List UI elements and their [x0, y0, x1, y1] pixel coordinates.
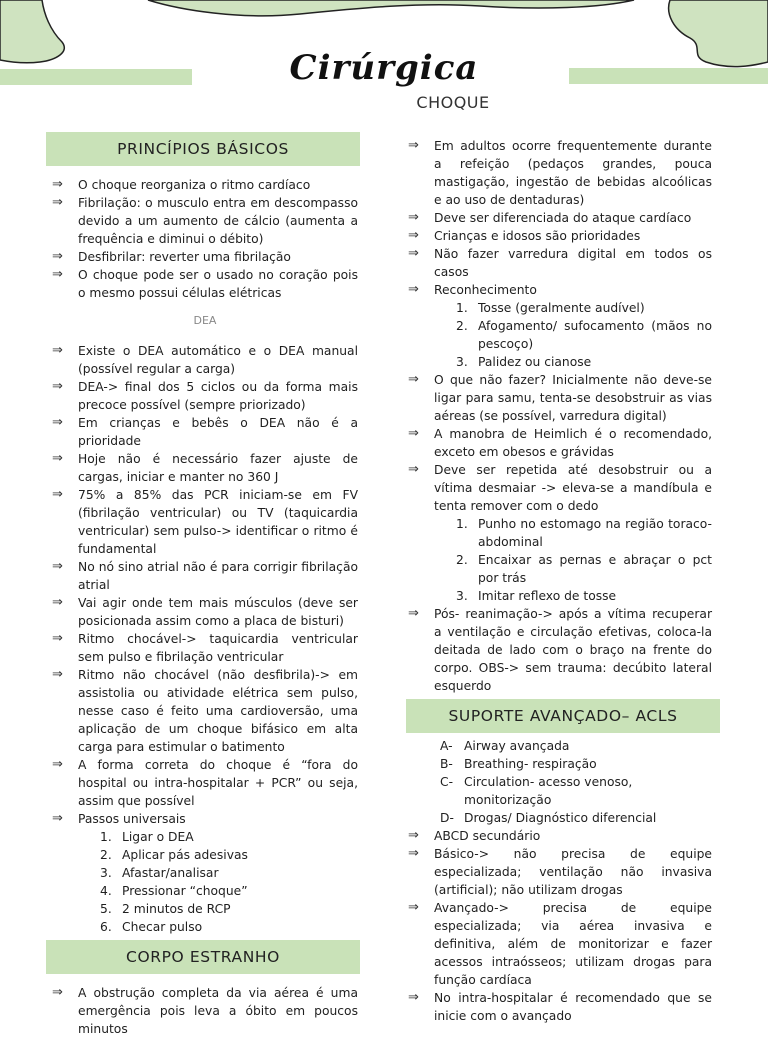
list-item: ⇒ Avançado-> precisa de equipe especializada; via aérea invasiva e definitiva, além de monitorizar e fazer acessos intraósseos; utilizam drogas para função cardíaca: [408, 900, 712, 987]
list-item: ⇒ No nó sino atrial não é para corrigir fibrilação atrial: [52, 559, 358, 592]
implies-arrow-icon: ⇒: [408, 138, 419, 153]
list-item: ⇒ A manobra de Heimlich é o recomendado, exceto em obesos e grávidas: [408, 426, 712, 459]
implies-arrow-icon: ⇒: [52, 415, 63, 430]
list-item: ⇒ A forma correta do choque é “fora do hospital ou intra-hospitalar + PCR” ou seja, assim que possível: [52, 757, 358, 808]
implies-arrow-icon: ⇒: [408, 846, 419, 861]
section-header-acls: SUPORTE AVANÇADO– ACLS: [406, 699, 720, 733]
implies-arrow-icon: ⇒: [52, 249, 63, 264]
page-subtitle: CHOQUE: [416, 93, 490, 112]
step-item: 4. Pressionar “choque”: [100, 884, 248, 898]
implies-arrow-icon: ⇒: [52, 195, 63, 210]
step-item: 3. Afastar/analisar: [100, 866, 219, 880]
acls-letter-item: B- Breathing- respiração: [440, 757, 597, 771]
step-item: 2. Encaixar as pernas e abraçar o pct por trás: [456, 553, 712, 585]
page-title: Cirúrgica: [289, 48, 479, 88]
implies-arrow-icon: ⇒: [52, 631, 63, 646]
step-item: 5. 2 minutos de RCP: [100, 902, 231, 916]
list-item: ⇒ O que não fazer? Inicialmente não deve-se ligar para samu, tenta-se desobstruir as vias aéreas (se possível, varredura digital): [408, 372, 712, 423]
dea-label: DEA: [193, 314, 217, 327]
list-item: ⇒ O choque pode ser o usado no coração pois o mesmo possui células elétricas: [52, 267, 358, 300]
implies-arrow-icon: ⇒: [52, 267, 63, 282]
implies-arrow-icon: ⇒: [408, 828, 419, 843]
list-item: ⇒ Em crianças e bebês o DEA não é a prioridade: [52, 415, 358, 448]
acls-letter-item: D- Drogas/ Diagnóstico diferencial: [440, 811, 657, 825]
list-item: ⇒ Ritmo não chocável (não desfibrila)-> em assistolia ou atividade elétrica sem pulso, nesse caso é feito uma cardioversão, uma aplicação de um choque bifásico em alta carga para estimular o batimento: [52, 667, 358, 754]
implies-arrow-icon: ⇒: [408, 462, 419, 477]
implies-arrow-icon: ⇒: [52, 667, 63, 682]
implies-arrow-icon: ⇒: [408, 990, 419, 1005]
step-item: 3. Palidez ou cianose: [456, 355, 592, 369]
implies-arrow-icon: ⇒: [52, 379, 63, 394]
section-header-corpo-estranho: CORPO ESTRANHO: [46, 940, 360, 974]
implies-arrow-icon: ⇒: [52, 595, 63, 610]
acls-letter-item: C- Circulation- acesso venoso, monitorização: [440, 775, 633, 807]
right-column: [408, 137, 712, 1025]
step-item: 1. Punho no estomago na região toraco-abdominal: [456, 517, 712, 549]
left-column: [52, 132, 358, 1038]
step-item: 2. Aplicar pás adesivas: [100, 848, 248, 862]
list-item: ⇒ Desfibrilar: reverter uma fibrilação: [52, 249, 291, 264]
implies-arrow-icon: ⇒: [52, 451, 63, 466]
step-item: 3. Imitar reflexo de tosse: [456, 589, 617, 603]
list-item: ⇒ Básico-> não precisa de equipe especializada; ventilação não invasiva (artificial); não utilizam drogas: [408, 846, 712, 897]
implies-arrow-icon: ⇒: [52, 757, 63, 772]
step-item: 6. Checar pulso: [100, 920, 203, 934]
list-item: ⇒ Ritmo chocável-> taquicardia ventricular sem pulso e fibrilação ventricular: [52, 631, 358, 664]
implies-arrow-icon: ⇒: [52, 985, 63, 1000]
implies-arrow-icon: ⇒: [408, 900, 419, 915]
list-item: ⇒ Hoje não é necessário fazer ajuste de cargas, iniciar e manter no 360 J: [52, 451, 358, 484]
list-item: ⇒ Vai agir onde tem mais músculos (deve ser posicionada assim como a placa de bisturi): [52, 595, 358, 628]
list-item: ⇒ Não fazer varredura digital em todos os casos: [408, 246, 712, 279]
list-item: ⇒ ABCD secundário: [408, 828, 541, 843]
section-header-principios: PRINCÍPIOS BÁSICOS: [46, 132, 360, 166]
implies-arrow-icon: ⇒: [408, 210, 419, 225]
acls-letter-item: A- Airway avançada: [440, 739, 570, 753]
implies-arrow-icon: ⇒: [52, 487, 63, 502]
implies-arrow-icon: ⇒: [408, 606, 419, 621]
list-item: ⇒ Reconhecimento: [408, 282, 537, 297]
implies-arrow-icon: ⇒: [52, 343, 63, 358]
list-item: ⇒ Em adultos ocorre frequentemente durante a refeição (pedaços grandes, pouca mastigação, ingestão de bebidas alcoólicas e ao uso de dentaduras): [408, 138, 712, 207]
implies-arrow-icon: ⇒: [408, 372, 419, 387]
implies-arrow-icon: ⇒: [408, 282, 419, 297]
implies-arrow-icon: ⇒: [408, 228, 419, 243]
list-item: ⇒ O choque reorganiza o ritmo cardíaco: [52, 177, 311, 192]
implies-arrow-icon: ⇒: [52, 811, 63, 826]
implies-arrow-icon: ⇒: [52, 559, 63, 574]
list-item: ⇒ No intra-hospitalar é recomendado que se inicie com o avançado: [408, 990, 712, 1023]
list-item: ⇒ Existe o DEA automático e o DEA manual (possível regular a carga): [52, 343, 358, 376]
list-item: ⇒ A obstrução completa da via aérea é uma emergência pois leva a óbito em poucos minutos: [52, 985, 358, 1036]
step-item: 1. Ligar o DEA: [100, 830, 194, 844]
implies-arrow-icon: ⇒: [408, 426, 419, 441]
step-item: 2. Afogamento/ sufocamento (mãos no pescoço): [456, 319, 712, 351]
step-item: 1. Tosse (geralmente audível): [456, 301, 645, 315]
implies-arrow-icon: ⇒: [408, 246, 419, 261]
list-item: ⇒ Deve ser repetida até desobstruir ou a vítima desmaiar -> eleva-se a mandíbula e tenta remover com o dedo: [408, 462, 712, 513]
list-item: ⇒ DEA-> final dos 5 ciclos ou da forma mais precoce possível (sempre priorizado): [52, 379, 358, 412]
list-item: ⇒ Pós- reanimação-> após a vítima recuperar a ventilação e circulação efetivas, coloca-la deitada de lado com o braço na frente do corpo. OBS-> sem trauma: decúbito lateral esquerdo: [408, 606, 712, 693]
list-item: ⇒ Passos universais: [52, 811, 186, 826]
list-item: ⇒ Crianças e idosos são prioridades: [408, 228, 641, 243]
list-item: ⇒ 75% a 85% das PCR iniciam-se em FV (fibrilação ventricular) ou TV (taquicardia ventricular) sem pulso-> identificar o ritmo é fundamental: [52, 487, 358, 556]
list-item: ⇒ Fibrilação: o musculo entra em descompasso devido a um aumento de cálcio (aumenta a frequência e diminui o débito): [52, 195, 358, 246]
implies-arrow-icon: ⇒: [52, 177, 63, 192]
list-item: ⇒ Deve ser diferenciada do ataque cardíaco: [408, 210, 692, 225]
